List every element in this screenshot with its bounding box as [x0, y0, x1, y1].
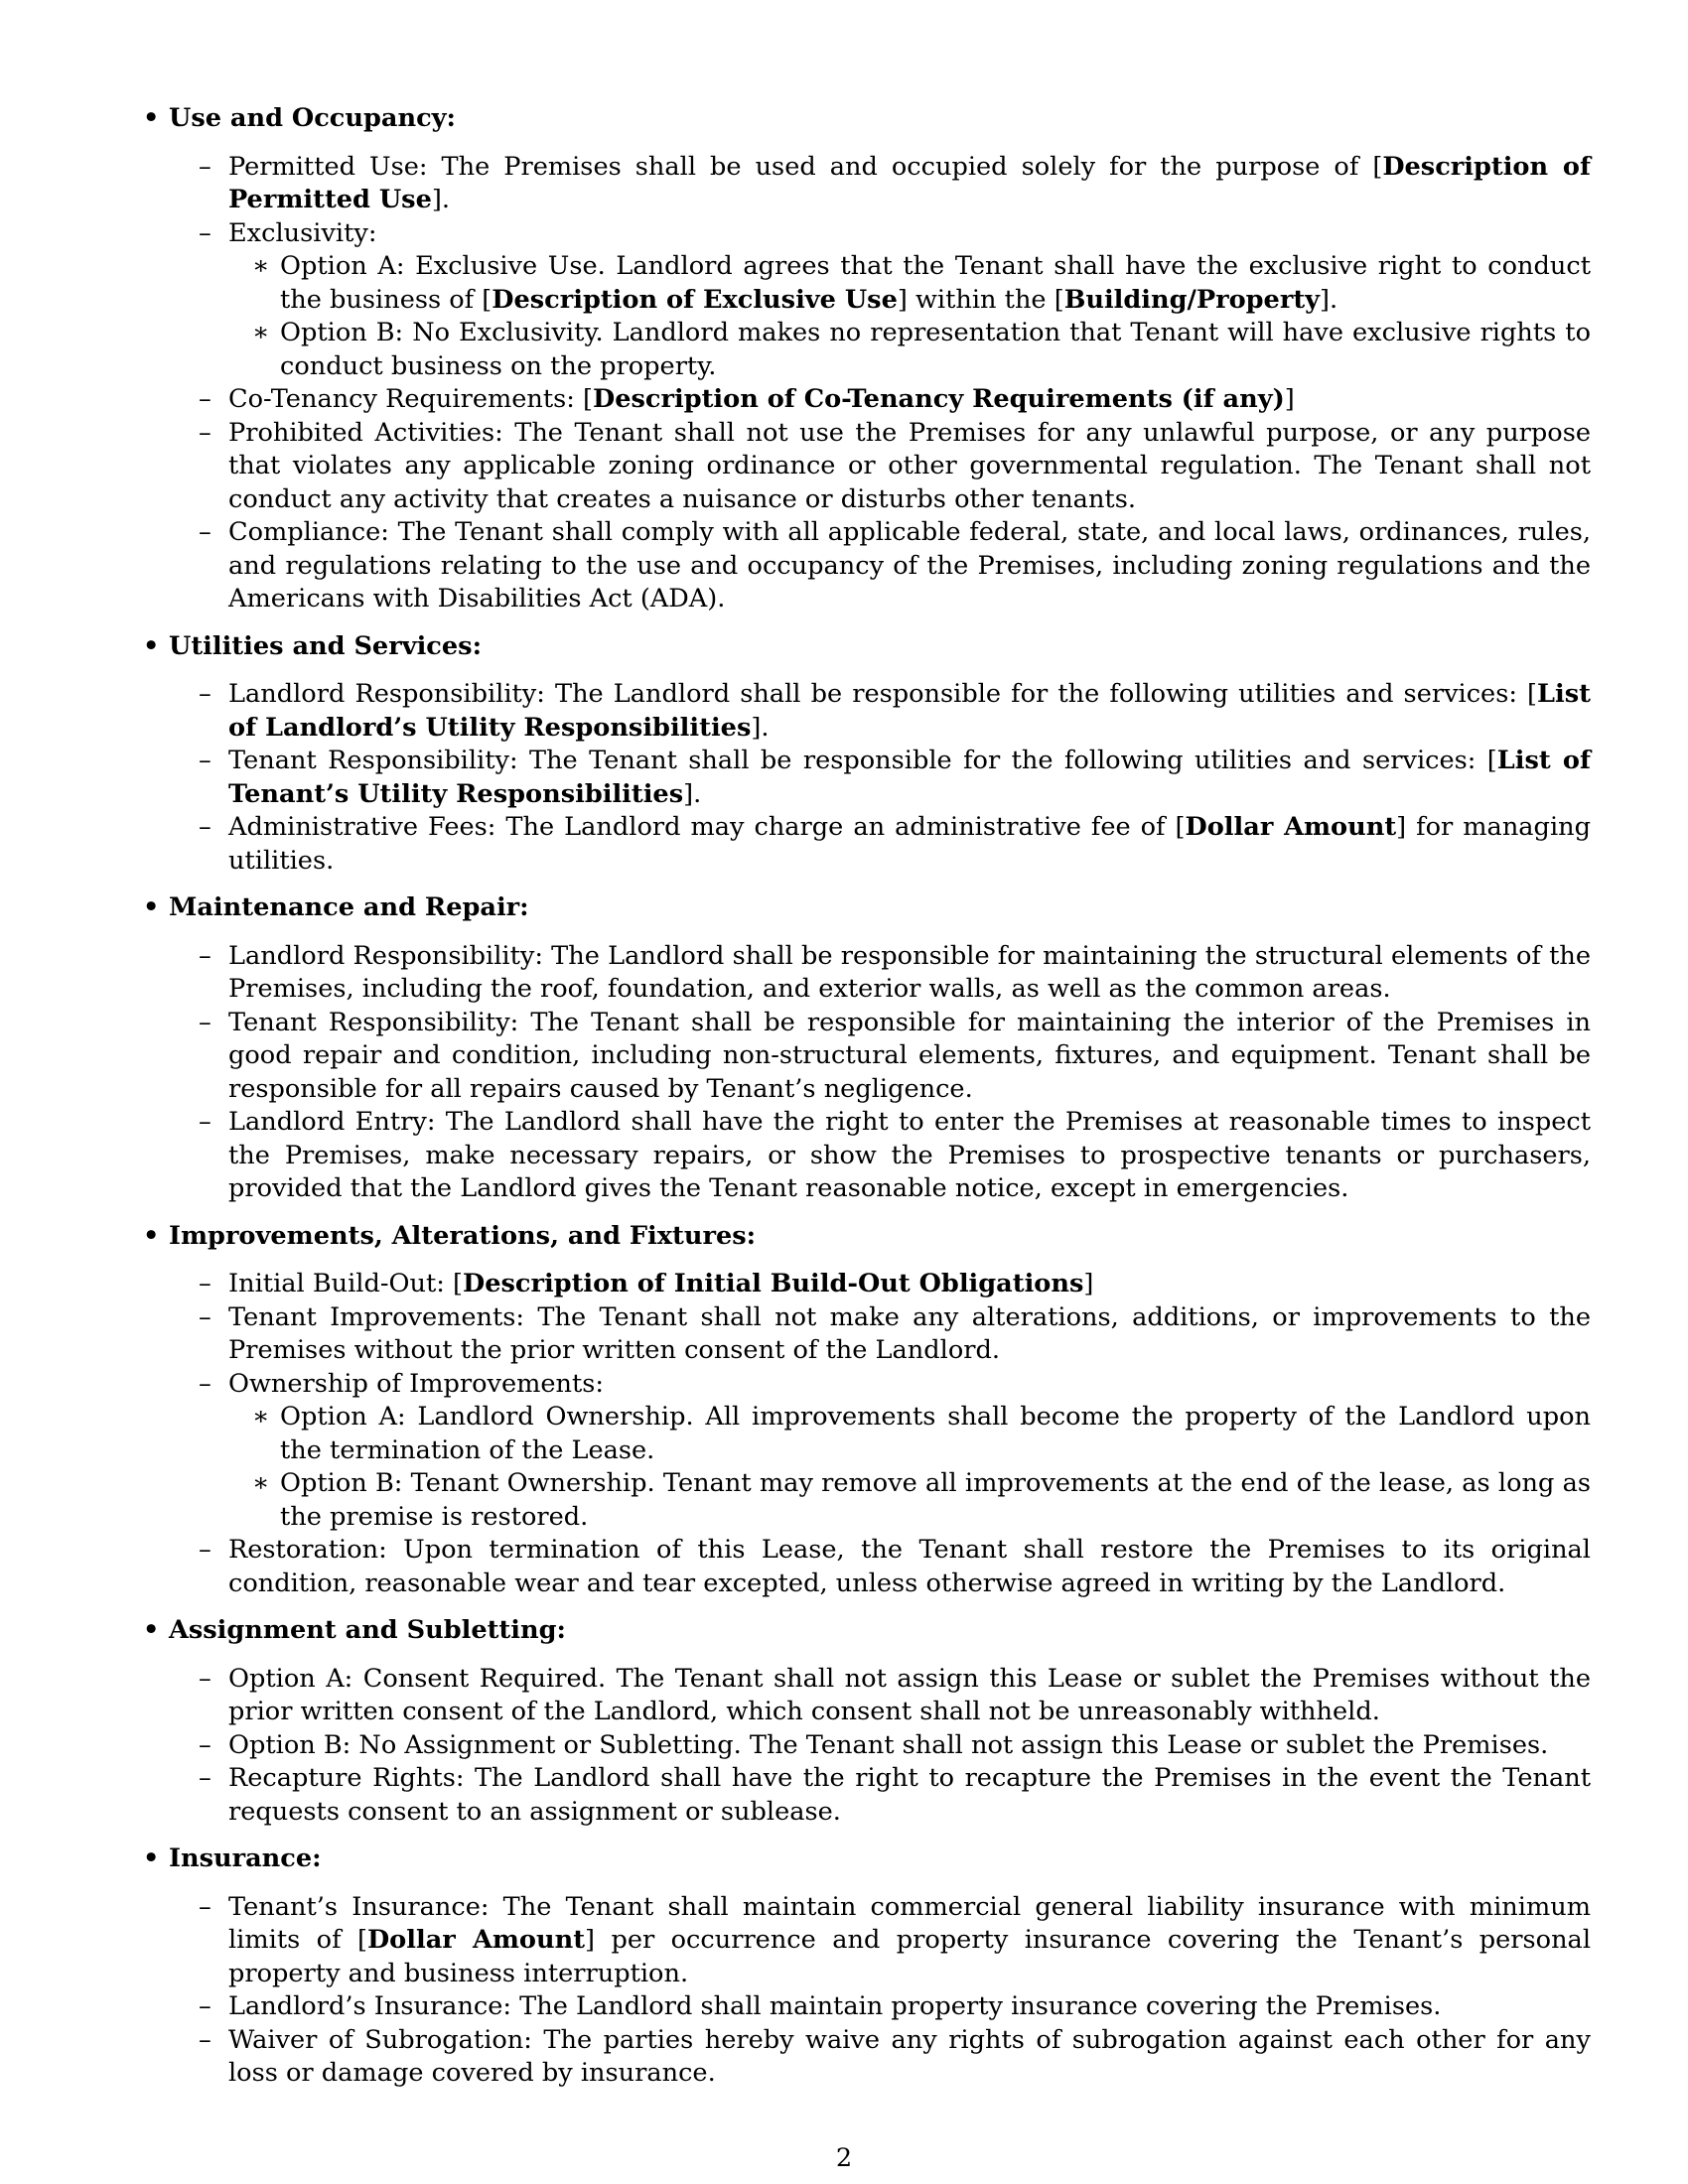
bullet-icon: •	[143, 630, 160, 661]
dash-icon: –	[199, 417, 211, 448]
asterisk-icon: ∗	[252, 251, 270, 281]
section-heading	[143, 1614, 1591, 1648]
section-title: Insurance:	[169, 1843, 322, 1873]
dash-icon: –	[199, 1763, 211, 1793]
bullet-icon: •	[143, 103, 160, 133]
clause-item	[169, 1106, 1591, 1206]
clause-item	[169, 516, 1591, 616]
option-item	[228, 1401, 1591, 1467]
dash-icon: –	[199, 1535, 211, 1565]
option-item	[228, 1467, 1591, 1534]
text-run: Tenant Responsibility: The Tenant shall be responsible for the following utilities and services: [	[228, 746, 1497, 775]
dash-icon: –	[199, 812, 211, 842]
bullet-icon: •	[143, 1615, 160, 1645]
document-body	[143, 102, 1591, 2105]
dash-icon: –	[199, 1991, 211, 2021]
section	[143, 630, 1591, 879]
placeholder-field: Dollar Amount	[1185, 812, 1397, 842]
clause-item	[169, 940, 1591, 1007]
clause-item	[169, 1301, 1591, 1368]
section	[143, 891, 1591, 1206]
section-heading	[143, 891, 1591, 925]
text-run: ]	[1083, 1269, 1094, 1298]
bullet-icon: •	[143, 1843, 160, 1873]
dash-icon: –	[199, 151, 211, 182]
placeholder-field: Description of Initial Build-Out Obligations	[463, 1269, 1084, 1298]
section	[143, 1843, 1591, 2091]
dash-icon: –	[199, 1368, 211, 1399]
text-run: ].	[751, 712, 770, 743]
clause-item	[169, 1007, 1591, 1107]
dash-icon: –	[199, 517, 211, 547]
text-run: Landlord Responsibility: The Landlord shall be responsible for maintaining the structural elements of the Premises, including the roof, foundation, and exterior walls, as well as the common areas.	[228, 940, 1591, 1004]
asterisk-icon: ∗	[252, 318, 270, 347]
placeholder-field: Description of Permitted Use	[228, 151, 1591, 214]
section-title: Use and Occupancy:	[169, 103, 456, 133]
dash-icon: –	[199, 940, 211, 971]
section-title: Assignment and Subletting:	[169, 1615, 566, 1645]
section-title: Improvements, Alterations, and Fixtures:	[169, 1220, 757, 1251]
bullet-icon: •	[143, 892, 160, 922]
dash-icon: –	[199, 1891, 211, 1922]
text-run: Landlord Entry: The Landlord shall have the right to enter the Premises at reasonable times to inspect the Premises, make necessary repairs, or show the Premises to prospective tenants or purchasers, provided that the Landlord gives the Tenant reasonable notice, except in emergencies.	[228, 1107, 1591, 1203]
text-run: ] per occurrence and property insurance covering the Tenant’s personal property and business interruption.	[228, 1925, 1591, 1988]
section-heading	[143, 1843, 1591, 1876]
clause-list	[169, 1663, 1591, 1830]
text-run: ]	[1284, 384, 1295, 414]
clause-item	[169, 745, 1591, 811]
dash-icon: –	[199, 1729, 211, 1760]
placeholder-field: List of Tenant’s Utility Responsibilities	[228, 746, 1591, 809]
option-item	[228, 317, 1591, 383]
dash-icon: –	[199, 384, 211, 414]
section	[143, 1614, 1591, 1829]
clause-item	[169, 1729, 1591, 1763]
clause-list	[169, 151, 1591, 616]
clause-item	[169, 1663, 1591, 1729]
clause-item	[169, 383, 1591, 417]
section	[143, 102, 1591, 616]
placeholder-field: Building/Property	[1063, 284, 1321, 315]
text-run: Option A: Landlord Ownership. All improvements shall become the property of the Landlord upon the termination of the Lease.	[280, 1402, 1591, 1465]
page-number: 2	[835, 2143, 853, 2173]
placeholder-field: Dollar Amount	[366, 1925, 586, 1955]
text-run: Tenant Responsibility: The Tenant shall be responsible for maintaining the interior of the Premises in good repair and condition, including non-structural elements, fixtures, and equipment. Tenant shall be responsible for all repairs caused by Tenant’s negligence.	[228, 1007, 1591, 1104]
clause-item	[169, 1368, 1591, 1535]
clause-list	[169, 940, 1591, 1206]
dash-icon: –	[199, 217, 211, 248]
dash-icon: –	[199, 1269, 211, 1298]
clause-item	[169, 151, 1591, 217]
placeholder-field: List of Landlord’s Utility Responsibilities	[228, 679, 1591, 743]
text-run: Prohibited Activities: The Tenant shall not use the Premises for any unlawful purpose, or any purpose that violates any applicable zoning ordinance or other governmental regulation. The Tenant shall not conduct any activity that creates a nuisance or disturbs other tenants.	[228, 417, 1591, 514]
section	[143, 1220, 1591, 1601]
placeholder-field: Description of Exclusive Use	[492, 284, 898, 315]
clause-item	[169, 1268, 1591, 1301]
dash-icon: –	[199, 2024, 211, 2055]
text-run: Permitted Use: The Premises shall be used and occupied solely for the purpose of [	[228, 151, 1383, 182]
text-run: ].	[431, 185, 450, 214]
dash-icon: –	[199, 1663, 211, 1694]
dash-icon: –	[199, 1007, 211, 1037]
text-run: Option A: Consent Required. The Tenant shall not assign this Lease or sublet the Premises without the prior written consent of the Landlord, which consent shall not be unreasonably withheld.	[228, 1663, 1591, 1726]
section-title: Utilities and Services:	[169, 630, 483, 661]
text-run: Waiver of Subrogation: The parties hereby waive any rights of subrogation against each other for any loss or damage covered by insurance.	[228, 2024, 1591, 2088]
placeholder-field: Description of Co-Tenancy Requirements (if any)	[593, 384, 1285, 414]
text-run: ] for managing utilities.	[228, 812, 1591, 876]
dash-icon: –	[199, 1301, 211, 1332]
clause-item	[169, 417, 1591, 517]
text-run: Compliance: The Tenant shall comply with all applicable federal, state, and local laws, ordinances, rules, and regulations relating to the use and occupancy of the Premises, including zoning regulations and the Americans with Disabilities Act (ADA).	[228, 517, 1591, 614]
text-run: Landlord’s Insurance: The Landlord shall maintain property insurance covering the Premises.	[228, 1991, 1442, 2021]
text-run: Ownership of Improvements:	[228, 1368, 605, 1399]
asterisk-icon: ∗	[252, 1468, 270, 1498]
text-run: Option A: Exclusive Use. Landlord agrees that the Tenant shall have the exclusive right to conduct the business of [	[280, 251, 1591, 315]
clause-item	[169, 1990, 1591, 2024]
clause-item	[169, 217, 1591, 384]
text-run: Initial Build-Out: [	[228, 1269, 464, 1298]
option-item	[228, 250, 1591, 317]
section-heading	[143, 102, 1591, 136]
text-run: Co-Tenancy Requirements: [	[228, 384, 594, 414]
text-run: ] within the [	[897, 284, 1064, 315]
clause-list	[169, 1268, 1591, 1600]
bullet-icon: •	[143, 1220, 160, 1251]
section-heading	[143, 1220, 1591, 1254]
clause-item	[169, 811, 1591, 878]
option-list	[228, 250, 1591, 383]
clause-item	[169, 1762, 1591, 1829]
clause-list	[169, 678, 1591, 878]
clause-item	[169, 678, 1591, 745]
clause-item	[169, 1534, 1591, 1600]
text-run: Tenant Improvements: The Tenant shall not make any alterations, additions, or improvements to the Premises without the prior written consent of the Landlord.	[228, 1301, 1591, 1365]
text-run: Restoration: Upon termination of this Lease, the Tenant shall restore the Premises to its original condition, reasonable wear and tear excepted, unless otherwise agreed in writing by the Landlord.	[228, 1535, 1591, 1598]
asterisk-icon: ∗	[252, 1402, 270, 1432]
text-run: Administrative Fees: The Landlord may charge an administrative fee of [	[228, 812, 1186, 842]
clause-item	[169, 1891, 1591, 1991]
dash-icon: –	[199, 679, 211, 709]
clause-item	[169, 2024, 1591, 2091]
dash-icon: –	[199, 1107, 211, 1137]
option-list	[228, 1401, 1591, 1534]
dash-icon: –	[199, 746, 211, 775]
section-title: Maintenance and Repair:	[169, 892, 529, 922]
text-run: Option B: No Assignment or Subletting. The Tenant shall not assign this Lease or sublet the Premises.	[228, 1729, 1549, 1760]
text-run: Option B: No Exclusivity. Landlord makes no representation that Tenant will have exclusive rights to conduct business on the property.	[280, 318, 1591, 381]
clause-list	[169, 1891, 1591, 2091]
text-run: ].	[683, 778, 702, 809]
section-heading	[143, 630, 1591, 664]
text-run: Tenant’s Insurance: The Tenant shall maintain commercial general liability insurance with minimum limits of [	[228, 1891, 1591, 1955]
text-run: Landlord Responsibility: The Landlord shall be responsible for the following utilities and services: [	[228, 679, 1538, 709]
text-run: Option B: Tenant Ownership. Tenant may remove all improvements at the end of the lease, as long as the premise is restored.	[280, 1468, 1591, 1532]
text-run: Exclusivity:	[228, 217, 377, 248]
text-run: Recapture Rights: The Landlord shall have the right to recapture the Premises in the event the Tenant requests consent to an assignment or sublease.	[228, 1763, 1591, 1827]
text-run: ].	[1320, 284, 1338, 315]
